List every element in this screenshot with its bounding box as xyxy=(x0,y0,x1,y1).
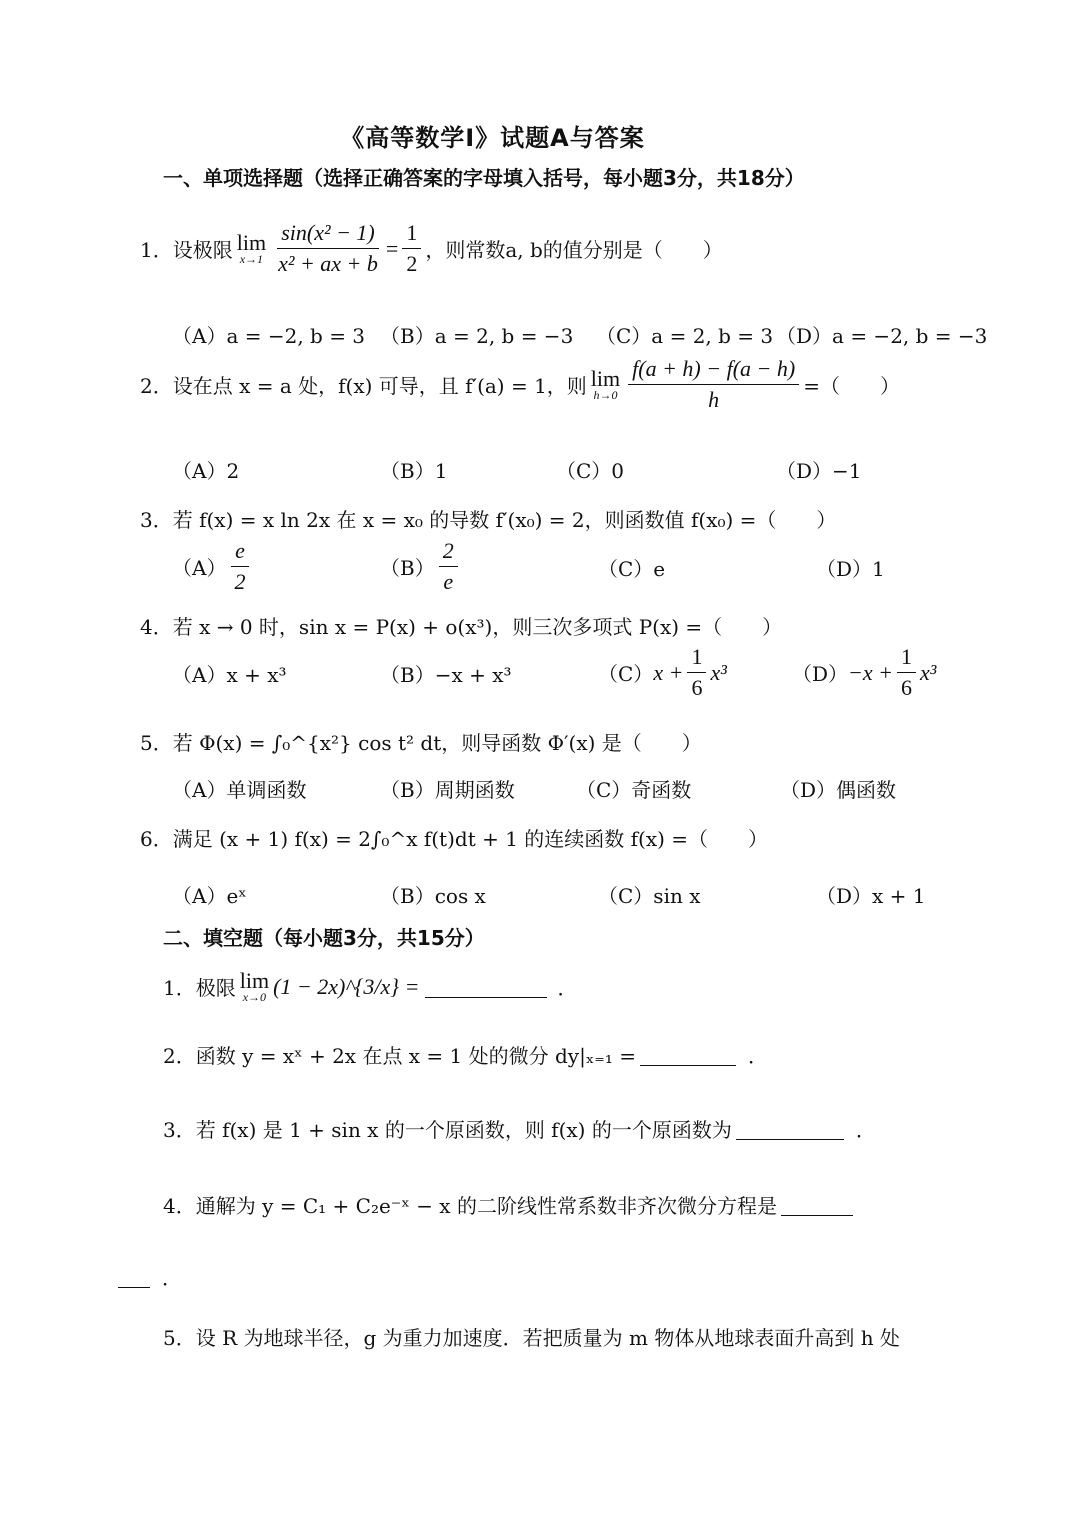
q5-option-a: （A）单调函数 xyxy=(172,778,307,802)
fill-4 xyxy=(163,1190,853,1219)
question-5 xyxy=(140,727,702,756)
q1-equals: = xyxy=(385,235,399,261)
q4-option-a: （A）x + x³ xyxy=(172,663,287,687)
q4-text: 若 x → 0 时，sin x = P(x) + o(x³)，则三次多项式 P(x) =（ ） xyxy=(172,615,783,639)
q5-option-c: （C）奇函数 xyxy=(576,778,692,802)
fill-2-period: ． xyxy=(748,1044,768,1068)
q1-option-b: （B）a = 2, b = −3 xyxy=(380,324,574,348)
question-1 xyxy=(140,220,723,278)
fill-1-prefix: 1．极限 xyxy=(163,976,236,1000)
q4-option-c: （C） x + $\frac{1}{6}$ x³ xyxy=(598,644,727,701)
fill-4-blank[interactable] xyxy=(781,1193,853,1216)
fill-3 xyxy=(163,1114,876,1143)
q1-rhs: $\frac{1}{2}$ xyxy=(402,220,421,278)
fill-3-blank[interactable] xyxy=(736,1117,844,1140)
fill-4-continued xyxy=(118,1262,182,1291)
fill-4-text: 4．通解为 y = C₁ + C₂e⁻ˣ − x 的二阶线性常系数非齐次微分方程是 xyxy=(163,1194,777,1218)
q6-option-c: （C）sin x xyxy=(598,884,701,908)
q5-number: 5． xyxy=(140,731,173,755)
q3-number: 3． xyxy=(140,508,173,532)
fill-3-period: ． xyxy=(855,1118,876,1142)
question-4 xyxy=(140,611,782,640)
q3-text: 若 f(x) = x ln 2x 在 x = x₀ 的导数 f′(x₀) = 2，则函数值 f(x₀) =（ ） xyxy=(172,508,837,532)
question-2 xyxy=(140,356,900,414)
page-title: 《高等数学Ⅰ》试题A与答案 xyxy=(340,124,645,152)
q1-option-c: （C）a = 2, b = 3 xyxy=(596,324,774,348)
q6-number: 6． xyxy=(140,827,173,851)
q2-option-c: （C）0 xyxy=(556,459,625,483)
q6-text: 满足 (x + 1) f(x) = 2∫₀^x f(t)dt + 1 的连续函数 f(x) =（ ） xyxy=(172,827,769,851)
question-3 xyxy=(140,504,836,533)
q2-fraction: $\frac{f(a + h) - f(a - h)}{h}$ xyxy=(628,356,799,414)
q2-number: 2． xyxy=(140,374,173,399)
q2-option-b: （B）1 xyxy=(380,459,448,483)
q3-option-a: （A） $\frac{e}{2}$ xyxy=(172,538,253,596)
fill-1 xyxy=(163,968,577,1005)
q1-limit: lim x→1 xyxy=(236,230,267,267)
q3-option-c: （C）e xyxy=(598,557,666,581)
question-6 xyxy=(140,823,768,852)
q2-text: 设在点 x = a 处，f(x) 可导，且 f′(a) = 1，则 xyxy=(172,374,587,399)
fill-4-blank-continued[interactable] xyxy=(118,1265,150,1288)
q1-option-a: （A）a = −2, b = 3 xyxy=(172,324,366,348)
q1-suffix: ，则常数a, b的值分别是（ ） xyxy=(425,238,723,263)
q1-option-d: （D）a = −2, b = −3 xyxy=(776,324,988,348)
q2-option-a: （A）2 xyxy=(172,459,240,483)
fill-3-text: 3．若 f(x) 是 1 + sin x 的一个原函数，则 f(x) 的一个原函数为 xyxy=(163,1118,732,1142)
fill-1-expression: (1 − 2x)^{3/x} = xyxy=(273,973,420,999)
q3-option-b: （B） $\frac{2}{e}$ xyxy=(380,538,462,596)
q5-option-b: （B）周期函数 xyxy=(380,778,515,802)
q2-limit: lim h→0 xyxy=(590,366,621,403)
fill-2-text: 2．函数 y = xˣ + 2x 在点 x = 1 处的微分 dy|ₓ₌₁ = xyxy=(163,1044,636,1068)
q2-suffix: =（ ） xyxy=(803,374,900,399)
fill-1-limit: lim x→0 xyxy=(239,968,270,1004)
fill-2 xyxy=(163,1040,768,1069)
fill-1-blank[interactable] xyxy=(425,975,547,998)
q2-option-d: （D）−1 xyxy=(776,459,862,483)
q6-option-b: （B）cos x xyxy=(380,884,486,908)
q5-text: 若 Φ(x) = ∫₀^{x²} cos t² dt，则导函数 Φ′(x) 是（ ） xyxy=(172,731,702,755)
fill-5: 5．设 R 为地球半径，g 为重力加速度．若把质量为 m 物体从地球表面升高到 h 处 xyxy=(163,1326,900,1350)
fill-2-blank[interactable] xyxy=(640,1043,736,1066)
q4-option-d: （D） −x + $\frac{1}{6}$ x³ xyxy=(792,644,937,701)
q4-option-b: （B）−x + x³ xyxy=(380,663,512,687)
q4-number: 4． xyxy=(140,615,173,639)
section2-heading: 二、填空题（每小题3分，共15分） xyxy=(163,926,485,950)
q1-number: 1． xyxy=(140,238,173,263)
q5-option-d: （D）偶函数 xyxy=(780,778,897,802)
q3-option-d: （D）1 xyxy=(816,557,885,581)
fill-1-period: ． xyxy=(557,976,578,1000)
q1-prefix: 设极限 xyxy=(172,238,233,263)
q6-option-d: （D）x + 1 xyxy=(816,884,926,908)
fill-4-period: ． xyxy=(162,1266,182,1290)
section1-heading: 一、单项选择题（选择正确答案的字母填入括号，每小题3分，共18分） xyxy=(163,166,805,190)
q6-option-a: （A）eˣ xyxy=(172,884,247,908)
q1-fraction: $\frac{\text{sin(x² − 1)}}{\text{x² + ax + b}}$ xyxy=(278,220,378,277)
